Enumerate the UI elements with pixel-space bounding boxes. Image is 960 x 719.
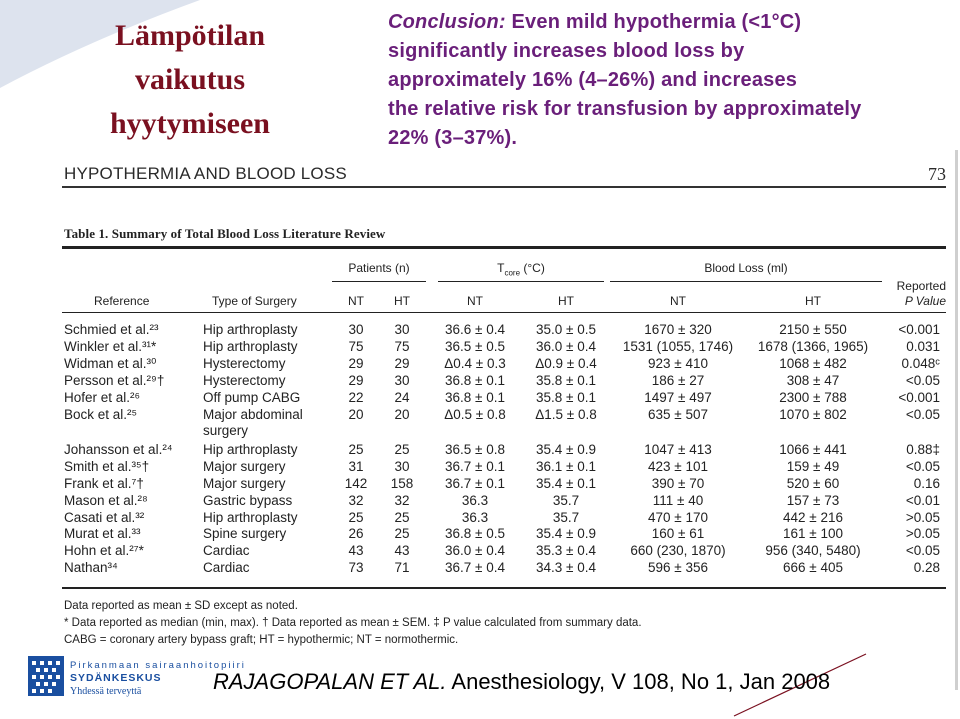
logo-grid-icon xyxy=(28,656,64,696)
cell-p-value: 0.88‡ xyxy=(906,441,940,457)
table-row xyxy=(62,442,946,459)
cell-surgery: surgery xyxy=(203,423,249,439)
cell-p-value: 0.28 xyxy=(913,560,940,576)
cell-tcore-ht: 35.7 xyxy=(552,509,580,525)
logo-slogan: Yhdessä terveyttä xyxy=(70,686,142,697)
slide-title xyxy=(30,14,350,146)
table-row xyxy=(62,560,946,577)
cell-tcore-nt: 36.7 ± 0.1 xyxy=(445,458,505,474)
tcore-label: T xyxy=(497,261,505,275)
cell-tcore-nt: 36.3 xyxy=(461,492,489,508)
cell-blood-ht: 157 ± 73 xyxy=(786,492,840,508)
cell-patients-nt: 142 xyxy=(344,475,368,491)
cell-tcore-ht: 36.1 ± 0.1 xyxy=(536,458,596,474)
cell-surgery: Cardiac xyxy=(203,543,250,559)
cell-blood-nt: 186 ± 27 xyxy=(651,372,705,388)
logo-org-name: Pirkanmaan sairaanhoitopiiri xyxy=(70,660,246,671)
col-reference: Reference xyxy=(94,294,150,308)
cell-patients-nt: 25 xyxy=(348,441,364,457)
cell-tcore-ht: 35.4 ± 0.9 xyxy=(536,526,596,542)
cell-tcore-ht: Δ0.9 ± 0.4 xyxy=(535,355,597,371)
cell-patients-ht: 30 xyxy=(394,458,410,474)
col-patients-nt: NT xyxy=(348,294,364,308)
table-bottom-rule xyxy=(62,587,946,589)
running-head: HYPOTHERMIA AND BLOOD LOSS xyxy=(64,164,347,183)
hospital-logo xyxy=(28,652,246,704)
table-row xyxy=(62,356,946,373)
cell-blood-nt: 160 ± 61 xyxy=(651,526,705,542)
citation-authors: RAJAGOPALAN ET AL. xyxy=(213,669,447,694)
col-p-value: P Value xyxy=(904,294,946,308)
group-tcore xyxy=(438,261,604,277)
group-patients: Patients (n) xyxy=(348,261,410,275)
cell-surgery: Hip arthroplasty xyxy=(203,338,298,354)
cell-reference: Nathan³⁴ xyxy=(64,560,118,576)
col-patients-ht: HT xyxy=(394,294,410,308)
cell-patients-ht: 32 xyxy=(394,492,410,508)
cell-blood-ht: 666 ± 405 xyxy=(783,560,843,576)
cell-surgery: Off pump CABG xyxy=(203,389,301,405)
col-blood-ht: HT xyxy=(805,294,821,308)
cell-surgery: Major surgery xyxy=(203,475,286,491)
cell-surgery: Spine surgery xyxy=(203,526,287,542)
cell-p-value: >0.05 xyxy=(905,526,940,542)
table-row xyxy=(62,493,946,510)
cell-tcore-ht: 34.3 ± 0.4 xyxy=(536,560,596,576)
cell-patients-ht: 30 xyxy=(394,372,410,388)
page-number: 73 xyxy=(928,164,946,184)
cell-blood-ht: 2150 ± 550 xyxy=(779,322,847,337)
citation-journal: Anesthesiology, V 108, No 1, Jan 2008 xyxy=(446,669,831,694)
cell-surgery: Hysterectomy xyxy=(203,372,286,388)
cell-blood-nt: 1497 ± 497 xyxy=(644,389,712,405)
cell-blood-nt: 1047 ± 413 xyxy=(644,441,712,457)
cell-blood-ht: 520 ± 60 xyxy=(786,475,840,491)
col-surgery: Type of Surgery xyxy=(212,294,297,308)
cell-reference: Johansson et al.²⁴ xyxy=(64,441,173,457)
cell-p-value: <0.001 xyxy=(898,322,940,337)
col-reported: Reported xyxy=(896,279,946,293)
cell-patients-nt: 26 xyxy=(348,526,364,542)
table-top-rule xyxy=(62,246,946,249)
cell-tcore-nt: 36.8 ± 0.1 xyxy=(445,372,505,388)
citation xyxy=(213,669,830,695)
table-row xyxy=(62,390,946,407)
cell-patients-ht: 30 xyxy=(394,322,410,337)
cell-patients-ht: 158 xyxy=(390,475,414,491)
conclusion-line-3: approximately 16% (4–26%) and increases xyxy=(388,69,798,91)
cell-tcore-nt: 36.5 ± 0.8 xyxy=(445,441,505,457)
cell-surgery: Major surgery xyxy=(203,458,286,474)
cell-patients-nt: 22 xyxy=(348,389,364,405)
table-row xyxy=(62,526,946,543)
cell-blood-ht: 2300 ± 788 xyxy=(779,389,847,405)
cell-patients-ht: 29 xyxy=(394,355,410,371)
table-notes xyxy=(64,598,642,649)
cell-tcore-ht: 35.8 ± 0.1 xyxy=(536,389,596,405)
table-caption: Table 1. Summary of Total Blood Loss Literature Review xyxy=(64,226,386,241)
title-line-3: hyytymiseen xyxy=(110,107,270,140)
cell-tcore-nt: Δ0.4 ± 0.3 xyxy=(444,355,506,371)
cell-blood-ht: 1070 ± 802 xyxy=(779,406,847,422)
cell-reference: Smith et al.³⁵† xyxy=(64,458,150,474)
cell-reference: Murat et al.³³ xyxy=(64,526,141,542)
table-row xyxy=(62,510,946,527)
cell-p-value: 0.048ᶜ xyxy=(901,355,940,371)
cell-blood-nt: 423 ± 101 xyxy=(648,458,708,474)
cell-p-value: 0.031 xyxy=(906,338,940,354)
col-blood-nt: NT xyxy=(670,294,686,308)
cell-blood-ht: 956 (340, 5480) xyxy=(765,543,861,559)
cell-surgery: Hip arthroplasty xyxy=(203,322,298,337)
cell-tcore-nt: 36.5 ± 0.5 xyxy=(445,338,505,354)
cell-tcore-ht: 35.4 ± 0.9 xyxy=(536,441,596,457)
cell-blood-nt: 111 ± 40 xyxy=(652,492,704,508)
table-row xyxy=(62,476,946,493)
cell-surgery: Major abdominal xyxy=(203,406,303,422)
cell-patients-ht: 25 xyxy=(394,441,410,457)
cell-patients-ht: 25 xyxy=(394,526,410,542)
cell-tcore-ht: 35.0 ± 0.5 xyxy=(536,322,596,337)
cell-tcore-nt: Δ0.5 ± 0.8 xyxy=(444,406,506,422)
cell-blood-nt: 923 ± 410 xyxy=(648,355,708,371)
cell-blood-ht: 161 ± 100 xyxy=(783,526,843,542)
patients-underline xyxy=(332,281,426,282)
cell-reference: Mason et al.²⁸ xyxy=(64,492,148,508)
cell-reference: Schmied et al.²³ xyxy=(64,322,159,337)
cell-blood-nt: 660 (230, 1870) xyxy=(630,543,726,559)
cell-reference: Persson et al.²⁹† xyxy=(64,372,165,388)
cell-patients-nt: 43 xyxy=(348,543,364,559)
tcore-subscript: core xyxy=(504,268,521,278)
cell-surgery: Hip arthroplasty xyxy=(203,441,298,457)
cell-p-value: <0.05 xyxy=(905,543,940,559)
cell-surgery: Gastric bypass xyxy=(203,492,293,508)
cell-patients-nt: 73 xyxy=(348,560,364,576)
cell-p-value: 0.16 xyxy=(913,475,940,491)
table-row xyxy=(62,322,946,339)
cell-tcore-ht: 35.4 ± 0.1 xyxy=(536,475,596,491)
cell-blood-ht: 308 ± 47 xyxy=(786,372,840,388)
conclusion-text xyxy=(388,8,958,153)
cell-patients-ht: 71 xyxy=(394,560,410,576)
cell-blood-ht: 1068 ± 482 xyxy=(779,355,847,371)
table-row xyxy=(62,459,946,476)
cell-blood-nt: 635 ± 507 xyxy=(648,406,708,422)
conclusion-line-5: 22% (3–37%). xyxy=(388,127,518,149)
tcore-underline xyxy=(438,281,604,282)
cell-patients-nt: 30 xyxy=(348,322,364,337)
cell-patients-nt: 29 xyxy=(348,355,364,371)
cell-tcore-nt: 36.8 ± 0.1 xyxy=(445,389,505,405)
cell-reference: Hohn et al.²⁷* xyxy=(64,543,144,559)
logo-unit-name: SYDÄNKESKUS xyxy=(70,672,162,684)
cell-patients-nt: 75 xyxy=(348,338,364,354)
cell-surgery: Hip arthroplasty xyxy=(203,509,298,525)
cell-patients-nt: 29 xyxy=(348,372,364,388)
cell-patients-nt: 31 xyxy=(348,458,364,474)
cell-tcore-nt: 36.7 ± 0.4 xyxy=(445,560,505,576)
cell-patients-nt: 32 xyxy=(348,492,364,508)
table-row xyxy=(62,423,946,440)
cell-p-value: <0.01 xyxy=(905,492,940,508)
table-row xyxy=(62,373,946,390)
title-line-1: Lämpötilan xyxy=(114,19,266,52)
cell-surgery: Hysterectomy xyxy=(203,355,286,371)
title-line-2: vaikutus xyxy=(134,63,246,96)
cell-reference: Frank et al.⁷† xyxy=(64,475,144,491)
cell-tcore-nt: 36.8 ± 0.5 xyxy=(445,526,505,542)
cell-blood-ht: 1066 ± 441 xyxy=(779,441,847,457)
cell-blood-nt: 470 ± 170 xyxy=(648,509,708,525)
blood-loss-underline xyxy=(610,281,882,282)
cell-patients-ht: 43 xyxy=(394,543,410,559)
table-header-rule xyxy=(62,312,946,313)
cell-tcore-ht: 35.3 ± 0.4 xyxy=(536,543,596,559)
cell-blood-ht: 1678 (1366, 1965) xyxy=(757,338,869,354)
cell-p-value: <0.05 xyxy=(905,372,940,388)
cell-tcore-ht: 35.8 ± 0.1 xyxy=(536,372,596,388)
cell-reference: Casati et al.³² xyxy=(64,509,145,525)
conclusion-line-1: Even mild hypothermia (<1°C) xyxy=(511,11,802,33)
cell-patients-ht: 24 xyxy=(394,389,410,405)
conclusion-line-4: the relative risk for transfusion by approximately xyxy=(388,98,862,120)
cell-blood-ht: 159 ± 49 xyxy=(786,458,840,474)
table-row xyxy=(62,339,946,356)
cell-p-value: <0.001 xyxy=(898,389,940,405)
cell-blood-ht: 442 ± 216 xyxy=(783,509,843,525)
cell-tcore-nt: 36.6 ± 0.4 xyxy=(445,322,505,337)
cell-tcore-nt: 36.0 ± 0.4 xyxy=(445,543,505,559)
table-row xyxy=(62,543,946,560)
note-line-1: Data reported as mean ± SD except as noted. xyxy=(64,600,298,612)
cell-tcore-ht: 36.0 ± 0.4 xyxy=(536,338,596,354)
header-rule xyxy=(62,186,946,188)
cell-patients-ht: 25 xyxy=(394,509,410,525)
cell-blood-nt: 390 ± 70 xyxy=(651,475,705,491)
cell-patients-nt: 20 xyxy=(348,406,364,422)
cell-reference: Hofer et al.²⁶ xyxy=(64,389,141,405)
cell-surgery: Cardiac xyxy=(203,560,250,576)
cell-reference: Widman et al.³⁰ xyxy=(64,355,157,371)
cell-blood-nt: 1531 (1055, 1746) xyxy=(622,338,734,354)
col-tcore-ht: HT xyxy=(558,294,574,308)
table-row xyxy=(62,407,946,424)
conclusion-lead: Conclusion: xyxy=(388,11,506,33)
cell-patients-ht: 20 xyxy=(394,406,410,422)
cell-p-value: <0.05 xyxy=(905,458,940,474)
cell-blood-nt: 596 ± 356 xyxy=(648,560,708,576)
cell-tcore-ht: Δ1.5 ± 0.8 xyxy=(535,406,597,422)
cell-tcore-ht: 35.7 xyxy=(552,492,580,508)
conclusion-line-2: significantly increases blood loss by xyxy=(388,40,745,62)
cell-p-value: >0.05 xyxy=(905,509,940,525)
tcore-unit: (°C) xyxy=(523,261,545,275)
note-line-3: CABG = coronary artery bypass graft; HT = hypothermic; NT = normothermic. xyxy=(64,634,459,646)
group-blood-loss: Blood Loss (ml) xyxy=(704,261,788,275)
cell-reference: Bock et al.²⁵ xyxy=(64,406,138,422)
cell-tcore-nt: 36.3 xyxy=(461,509,489,525)
note-line-2: * Data reported as median (min, max). † Data reported as mean ± SEM. ‡ P value calculated from summary data. xyxy=(64,617,642,629)
cell-patients-ht: 75 xyxy=(394,338,410,354)
cell-patients-nt: 25 xyxy=(348,509,364,525)
cell-blood-nt: 1670 ± 320 xyxy=(644,322,712,337)
cell-p-value: <0.05 xyxy=(905,406,940,422)
cell-reference: Winkler et al.³¹* xyxy=(64,338,157,354)
right-edge-rule xyxy=(955,150,958,690)
col-tcore-nt: NT xyxy=(467,294,483,308)
cell-tcore-nt: 36.7 ± 0.1 xyxy=(445,475,505,491)
